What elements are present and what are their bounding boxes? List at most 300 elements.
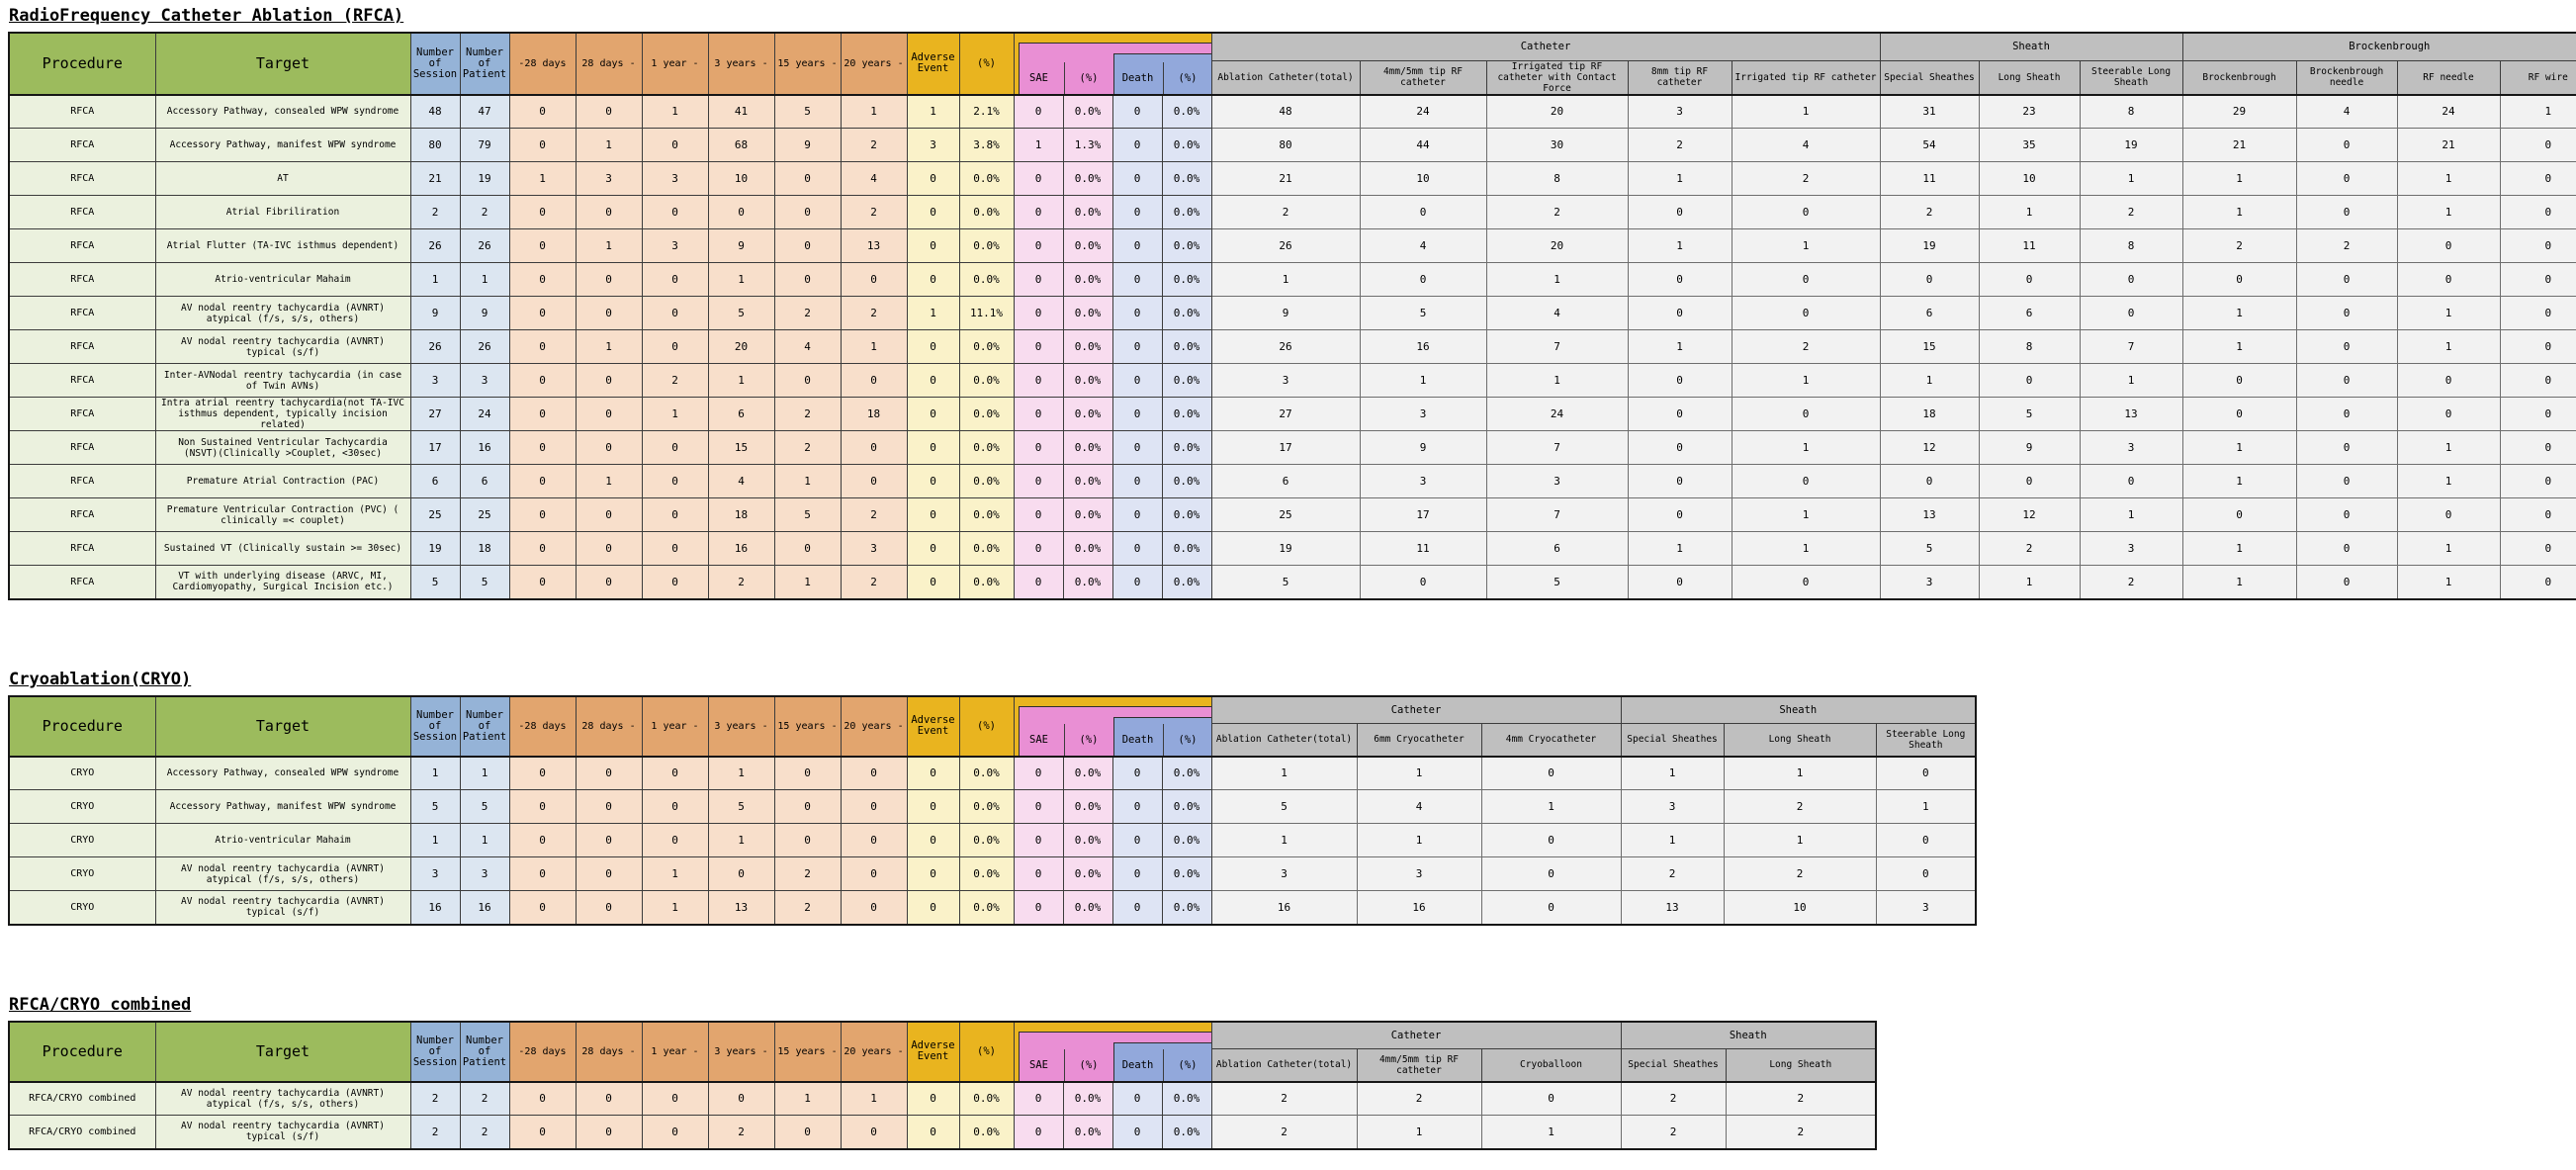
cell-adverse-event: 0 bbox=[907, 465, 959, 498]
cell-device-1: 2 bbox=[1357, 1082, 1481, 1116]
cell-age-1: 0 bbox=[576, 364, 642, 398]
cell-sae: 0 bbox=[1014, 824, 1063, 857]
cell-device-8: 0 bbox=[2182, 263, 2296, 297]
cell-device-2: 0 bbox=[1481, 891, 1621, 925]
cell-device-7: 1 bbox=[2080, 364, 2182, 398]
sae-pct-label: (%) bbox=[1064, 1049, 1113, 1081]
cell-device-11: 0 bbox=[2500, 330, 2576, 364]
cell-adverse-event: 0 bbox=[907, 857, 959, 891]
cell-device-2: 20 bbox=[1486, 95, 1628, 129]
cell-procedure: RFCA bbox=[9, 129, 155, 162]
cell-sae: 0 bbox=[1014, 297, 1063, 330]
cell-death-pct: 0.0% bbox=[1162, 498, 1211, 532]
cell-device-7: 2 bbox=[2080, 196, 2182, 229]
col-number-of-patient: Number of Patient bbox=[460, 33, 509, 95]
cell-age-5: 1 bbox=[841, 1082, 907, 1116]
cell-age-3: 2 bbox=[708, 566, 774, 599]
cell-age-0: 0 bbox=[509, 532, 576, 566]
cell-adverse-event: 0 bbox=[907, 196, 959, 229]
cell-device-4: 1 bbox=[1732, 431, 1880, 465]
cell-device-1: 0 bbox=[1360, 263, 1486, 297]
cell-device-10: 1 bbox=[2397, 162, 2500, 196]
cell-age-5: 0 bbox=[841, 465, 907, 498]
col-age-band-4: 15 years - bbox=[774, 1022, 841, 1082]
cell-device-11: 0 bbox=[2500, 229, 2576, 263]
cell-age-5: 0 bbox=[841, 824, 907, 857]
cell-death-pct: 0.0% bbox=[1162, 398, 1211, 431]
table-row bbox=[9, 1116, 1876, 1149]
cell-age-5: 0 bbox=[841, 857, 907, 891]
cell-adverse-event-pct: 0.0% bbox=[959, 1082, 1014, 1116]
table-title: Cryoablation(CRYO) bbox=[9, 669, 192, 689]
cell-death: 0 bbox=[1112, 857, 1162, 891]
col-device-catheter-2: Cryoballoon bbox=[1481, 1049, 1621, 1082]
cell-device-9: 0 bbox=[2296, 465, 2397, 498]
cell-device-3: 1 bbox=[1628, 162, 1732, 196]
cell-adverse-event-pct: 3.8% bbox=[959, 129, 1014, 162]
cell-device-6: 1 bbox=[1979, 566, 2080, 599]
cell-device-10: 1 bbox=[2397, 465, 2500, 498]
cell-sae-pct: 0.0% bbox=[1063, 891, 1112, 925]
cell-patient: 16 bbox=[460, 431, 509, 465]
cell-sae-pct: 0.0% bbox=[1063, 465, 1112, 498]
cell-device-8: 1 bbox=[2182, 566, 2296, 599]
col-number-of-session: Number of Session bbox=[410, 33, 460, 95]
cell-device-1: 3 bbox=[1357, 857, 1481, 891]
cell-session: 1 bbox=[410, 263, 460, 297]
cell-device-11: 0 bbox=[2500, 398, 2576, 431]
sae-pct-label: (%) bbox=[1064, 62, 1113, 94]
cell-adverse-event-pct: 0.0% bbox=[959, 857, 1014, 891]
cell-adverse-event: 1 bbox=[907, 297, 959, 330]
cell-device-11: 0 bbox=[2500, 498, 2576, 532]
cell-device-5: 2 bbox=[1880, 196, 1979, 229]
group-catheter: Catheter bbox=[1211, 696, 1621, 724]
cell-death: 0 bbox=[1112, 465, 1162, 498]
cell-device-6: 10 bbox=[1979, 162, 2080, 196]
cell-device-1: 1 bbox=[1357, 757, 1481, 790]
cell-device-2: 8 bbox=[1486, 162, 1628, 196]
cell-age-0: 0 bbox=[509, 431, 576, 465]
death-label: Death bbox=[1121, 71, 1154, 84]
cell-procedure: RFCA/CRYO combined bbox=[9, 1116, 155, 1149]
cell-device-4: 0 bbox=[1732, 566, 1880, 599]
cell-patient: 1 bbox=[460, 757, 509, 790]
cell-adverse-event: 0 bbox=[907, 1082, 959, 1116]
col-device-sheath-0: Special Sheathes bbox=[1621, 724, 1724, 757]
cell-age-2: 0 bbox=[642, 757, 708, 790]
cell-device-2: 7 bbox=[1486, 498, 1628, 532]
cell-death: 0 bbox=[1112, 364, 1162, 398]
cell-target: Accessory Pathway, consealed WPW syndrome bbox=[155, 95, 410, 129]
cell-device-4: 0 bbox=[1732, 465, 1880, 498]
cell-device-11: 0 bbox=[2500, 263, 2576, 297]
cell-device-6: 5 bbox=[1979, 398, 2080, 431]
cell-sae-pct: 0.0% bbox=[1063, 757, 1112, 790]
cell-device-0: 5 bbox=[1211, 790, 1357, 824]
cell-device-2: 1 bbox=[1486, 364, 1628, 398]
cell-age-4: 5 bbox=[774, 95, 841, 129]
col-device-catheter-0: Ablation Catheter(total) bbox=[1211, 1049, 1357, 1082]
cell-device-5: 1 bbox=[1876, 790, 1976, 824]
cell-adverse-event-pct: 0.0% bbox=[959, 162, 1014, 196]
cell-session: 2 bbox=[410, 196, 460, 229]
col-device-brockenbrough-1: Brockenbrough needle bbox=[2296, 60, 2397, 95]
cell-sae-pct: 0.0% bbox=[1063, 498, 1112, 532]
cell-age-1: 0 bbox=[576, 1116, 642, 1149]
death-pct-label: (%) bbox=[1163, 1049, 1212, 1081]
cell-device-3: 0 bbox=[1628, 465, 1732, 498]
cell-procedure: RFCA bbox=[9, 95, 155, 129]
table-row bbox=[9, 891, 1976, 925]
cell-device-0: 1 bbox=[1211, 263, 1360, 297]
cell-device-7: 3 bbox=[2080, 532, 2182, 566]
cell-target: Accessory Pathway, manifest WPW syndrome bbox=[155, 129, 410, 162]
cell-age-4: 2 bbox=[774, 431, 841, 465]
cell-age-2: 0 bbox=[642, 129, 708, 162]
cell-device-2: 0 bbox=[1481, 857, 1621, 891]
cell-patient: 1 bbox=[460, 263, 509, 297]
cell-device-3: 2 bbox=[1621, 857, 1724, 891]
cell-age-4: 5 bbox=[774, 498, 841, 532]
cell-device-11: 0 bbox=[2500, 532, 2576, 566]
cell-device-4: 0 bbox=[1732, 196, 1880, 229]
cell-age-3: 16 bbox=[708, 532, 774, 566]
cell-target: Atrio-ventricular Mahaim bbox=[155, 824, 410, 857]
cell-death-pct: 0.0% bbox=[1162, 465, 1211, 498]
cell-device-2: 5 bbox=[1486, 566, 1628, 599]
cell-age-2: 0 bbox=[642, 824, 708, 857]
cell-session: 5 bbox=[410, 790, 460, 824]
cell-age-3: 20 bbox=[708, 330, 774, 364]
cell-age-0: 0 bbox=[509, 1116, 576, 1149]
cell-device-8: 1 bbox=[2182, 297, 2296, 330]
cell-age-5: 18 bbox=[841, 398, 907, 431]
col-age-band-4: 15 years - bbox=[774, 33, 841, 95]
sae-label: SAE bbox=[1029, 1058, 1048, 1071]
cell-patient: 16 bbox=[460, 891, 509, 925]
cell-age-0: 0 bbox=[509, 566, 576, 599]
cell-sae-pct: 0.0% bbox=[1063, 398, 1112, 431]
table-row bbox=[9, 498, 2576, 532]
cell-age-0: 0 bbox=[509, 229, 576, 263]
cell-death-pct: 0.0% bbox=[1162, 129, 1211, 162]
col-device-catheter-1: 6mm Cryocatheter bbox=[1357, 724, 1481, 757]
col-age-band-2: 1 year - bbox=[642, 696, 708, 757]
cell-age-1: 0 bbox=[576, 95, 642, 129]
cell-adverse-event-pct: 0.0% bbox=[959, 532, 1014, 566]
cell-device-2: 6 bbox=[1486, 532, 1628, 566]
cell-session: 3 bbox=[410, 857, 460, 891]
cell-sae-pct: 0.0% bbox=[1063, 95, 1112, 129]
cell-device-0: 19 bbox=[1211, 532, 1360, 566]
cell-patient: 18 bbox=[460, 532, 509, 566]
cell-age-0: 0 bbox=[509, 196, 576, 229]
cell-device-10: 1 bbox=[2397, 330, 2500, 364]
cell-sae: 0 bbox=[1014, 330, 1063, 364]
cell-device-4: 4 bbox=[1732, 129, 1880, 162]
sae-pct-label: (%) bbox=[1064, 724, 1113, 756]
cell-device-0: 17 bbox=[1211, 431, 1360, 465]
cell-age-1: 3 bbox=[576, 162, 642, 196]
col-age-band-3: 3 years - bbox=[708, 1022, 774, 1082]
cell-age-0: 0 bbox=[509, 824, 576, 857]
cell-age-0: 0 bbox=[509, 364, 576, 398]
table-row bbox=[9, 757, 1976, 790]
cell-device-2: 0 bbox=[1481, 824, 1621, 857]
cell-device-10: 0 bbox=[2397, 398, 2500, 431]
cell-device-2: 1 bbox=[1486, 263, 1628, 297]
cell-patient: 26 bbox=[460, 229, 509, 263]
cell-target: AT bbox=[155, 162, 410, 196]
cell-device-4: 2 bbox=[1726, 1082, 1876, 1116]
group-sheath: Sheath bbox=[1621, 1022, 1876, 1049]
cell-death: 0 bbox=[1112, 95, 1162, 129]
col-device-catheter-1: 4mm/5mm tip RF catheter bbox=[1360, 60, 1486, 95]
cell-age-3: 1 bbox=[708, 263, 774, 297]
cell-death: 0 bbox=[1112, 790, 1162, 824]
col-device-sheath-0: Special Sheathes bbox=[1621, 1049, 1726, 1082]
cell-age-0: 0 bbox=[509, 891, 576, 925]
cell-device-2: 1 bbox=[1481, 790, 1621, 824]
cell-procedure: CRYO bbox=[9, 857, 155, 891]
cell-age-0: 0 bbox=[509, 330, 576, 364]
cell-device-8: 0 bbox=[2182, 398, 2296, 431]
cell-device-5: 0 bbox=[1880, 263, 1979, 297]
cell-death-pct: 0.0% bbox=[1162, 95, 1211, 129]
col-device-catheter-0: Ablation Catheter(total) bbox=[1211, 724, 1357, 757]
cell-device-5: 0 bbox=[1876, 824, 1976, 857]
cell-device-8: 0 bbox=[2182, 364, 2296, 398]
cell-age-2: 2 bbox=[642, 364, 708, 398]
cell-age-4: 0 bbox=[774, 824, 841, 857]
table-row bbox=[9, 95, 2576, 129]
cell-device-1: 17 bbox=[1360, 498, 1486, 532]
col-target: Target bbox=[155, 1022, 410, 1082]
cell-age-4: 0 bbox=[774, 1116, 841, 1149]
cell-adverse-event: 0 bbox=[907, 398, 959, 431]
cell-device-4: 2 bbox=[1732, 162, 1880, 196]
cell-procedure: RFCA bbox=[9, 532, 155, 566]
cell-sae-pct: 1.3% bbox=[1063, 129, 1112, 162]
cell-device-7: 0 bbox=[2080, 465, 2182, 498]
cell-device-3: 1 bbox=[1621, 824, 1724, 857]
cell-device-7: 2 bbox=[2080, 566, 2182, 599]
col-target: Target bbox=[155, 33, 410, 95]
cell-device-2: 1 bbox=[1481, 1116, 1621, 1149]
col-adverse-event: Adverse Event bbox=[907, 33, 959, 95]
cell-age-1: 0 bbox=[576, 297, 642, 330]
cell-age-5: 0 bbox=[841, 891, 907, 925]
cell-death-pct: 0.0% bbox=[1162, 431, 1211, 465]
cell-death: 0 bbox=[1112, 297, 1162, 330]
col-age-band-5: 20 years - bbox=[841, 1022, 907, 1082]
table-row bbox=[9, 263, 2576, 297]
cell-device-0: 25 bbox=[1211, 498, 1360, 532]
col-number-of-patient: Number of Patient bbox=[460, 1022, 509, 1082]
cell-procedure: CRYO bbox=[9, 824, 155, 857]
cell-age-2: 0 bbox=[642, 263, 708, 297]
cell-age-2: 0 bbox=[642, 566, 708, 599]
cell-age-5: 0 bbox=[841, 431, 907, 465]
cell-sae-pct: 0.0% bbox=[1063, 566, 1112, 599]
cell-age-0: 0 bbox=[509, 465, 576, 498]
group-brockenbrough: Brockenbrough bbox=[2182, 33, 2576, 60]
cell-device-9: 0 bbox=[2296, 263, 2397, 297]
cell-age-1: 1 bbox=[576, 129, 642, 162]
cell-adverse-event: 0 bbox=[907, 532, 959, 566]
cell-sae-pct: 0.0% bbox=[1063, 229, 1112, 263]
cell-sae-pct: 0.0% bbox=[1063, 824, 1112, 857]
cell-adverse-event-pct: 0.0% bbox=[959, 465, 1014, 498]
table-row bbox=[9, 129, 2576, 162]
cell-procedure: CRYO bbox=[9, 790, 155, 824]
cell-device-6: 0 bbox=[1979, 465, 2080, 498]
death-label: Death bbox=[1121, 1058, 1154, 1071]
cell-age-0: 0 bbox=[509, 790, 576, 824]
cell-device-7: 8 bbox=[2080, 95, 2182, 129]
table-row bbox=[9, 857, 1976, 891]
cell-session: 1 bbox=[410, 757, 460, 790]
cell-patient: 24 bbox=[460, 398, 509, 431]
cell-device-3: 13 bbox=[1621, 891, 1724, 925]
cell-device-0: 80 bbox=[1211, 129, 1360, 162]
cell-device-3: 3 bbox=[1621, 790, 1724, 824]
cell-adverse-event: 0 bbox=[907, 757, 959, 790]
cell-device-6: 8 bbox=[1979, 330, 2080, 364]
cell-target: AV nodal reentry tachycardia (AVNRT) atypical (f/s, s/s, others) bbox=[155, 297, 410, 330]
cell-death: 0 bbox=[1112, 229, 1162, 263]
cell-age-5: 2 bbox=[841, 196, 907, 229]
cell-age-3: 5 bbox=[708, 297, 774, 330]
cell-adverse-event-pct: 0.0% bbox=[959, 790, 1014, 824]
cell-death-pct: 0.0% bbox=[1162, 857, 1211, 891]
cell-death: 0 bbox=[1112, 129, 1162, 162]
cell-death: 0 bbox=[1112, 891, 1162, 925]
col-adverse-event-pct: (%) bbox=[959, 33, 1014, 95]
cell-device-1: 0 bbox=[1360, 196, 1486, 229]
cell-sae: 0 bbox=[1014, 1116, 1063, 1149]
col-age-band-2: 1 year - bbox=[642, 1022, 708, 1082]
cell-device-2: 0 bbox=[1481, 1082, 1621, 1116]
cell-device-11: 1 bbox=[2500, 95, 2576, 129]
data-table-2 bbox=[8, 695, 1977, 926]
death-label: Death bbox=[1121, 733, 1154, 746]
cell-device-1: 4 bbox=[1360, 229, 1486, 263]
cell-adverse-event: 3 bbox=[907, 129, 959, 162]
cell-device-10: 1 bbox=[2397, 566, 2500, 599]
cell-device-1: 9 bbox=[1360, 431, 1486, 465]
cell-sae: 0 bbox=[1014, 196, 1063, 229]
cell-device-3: 0 bbox=[1628, 398, 1732, 431]
cell-death-pct: 0.0% bbox=[1162, 196, 1211, 229]
cell-device-10: 0 bbox=[2397, 263, 2500, 297]
cell-device-5: 1 bbox=[1880, 364, 1979, 398]
cell-age-2: 0 bbox=[642, 431, 708, 465]
cell-adverse-event-pct: 0.0% bbox=[959, 891, 1014, 925]
cell-device-9: 2 bbox=[2296, 229, 2397, 263]
cell-device-7: 8 bbox=[2080, 229, 2182, 263]
cell-device-3: 0 bbox=[1628, 263, 1732, 297]
cell-age-3: 68 bbox=[708, 129, 774, 162]
cell-device-3: 1 bbox=[1621, 757, 1724, 790]
cell-procedure: CRYO bbox=[9, 891, 155, 925]
cell-session: 48 bbox=[410, 95, 460, 129]
cell-device-8: 2 bbox=[2182, 229, 2296, 263]
cell-adverse-event-pct: 0.0% bbox=[959, 566, 1014, 599]
cell-age-2: 1 bbox=[642, 857, 708, 891]
cell-device-2: 3 bbox=[1486, 465, 1628, 498]
cell-adverse-event: 0 bbox=[907, 824, 959, 857]
cell-device-1: 10 bbox=[1360, 162, 1486, 196]
cell-session: 3 bbox=[410, 364, 460, 398]
cell-device-11: 0 bbox=[2500, 297, 2576, 330]
cell-device-7: 7 bbox=[2080, 330, 2182, 364]
cell-device-2: 20 bbox=[1486, 229, 1628, 263]
cell-device-3: 2 bbox=[1621, 1116, 1726, 1149]
cell-death-pct: 0.0% bbox=[1162, 1082, 1211, 1116]
cell-age-1: 0 bbox=[576, 891, 642, 925]
cell-device-5: 0 bbox=[1880, 465, 1979, 498]
cell-device-7: 0 bbox=[2080, 297, 2182, 330]
cell-device-2: 0 bbox=[1481, 757, 1621, 790]
cell-sae: 0 bbox=[1014, 566, 1063, 599]
cell-death: 0 bbox=[1112, 431, 1162, 465]
cell-death: 0 bbox=[1112, 1082, 1162, 1116]
table-row bbox=[9, 229, 2576, 263]
cell-device-10: 21 bbox=[2397, 129, 2500, 162]
cell-session: 26 bbox=[410, 330, 460, 364]
cell-age-4: 1 bbox=[774, 566, 841, 599]
table-row bbox=[9, 790, 1976, 824]
cell-death-pct: 0.0% bbox=[1162, 891, 1211, 925]
col-age-band-4: 15 years - bbox=[774, 696, 841, 757]
cell-device-11: 0 bbox=[2500, 129, 2576, 162]
cell-procedure: RFCA bbox=[9, 566, 155, 599]
cell-session: 5 bbox=[410, 566, 460, 599]
cell-adverse-event-pct: 2.1% bbox=[959, 95, 1014, 129]
cell-device-10: 0 bbox=[2397, 498, 2500, 532]
cell-death: 0 bbox=[1112, 824, 1162, 857]
group-catheter: Catheter bbox=[1211, 1022, 1621, 1049]
cell-device-9: 0 bbox=[2296, 398, 2397, 431]
cell-session: 80 bbox=[410, 129, 460, 162]
table-section-1 bbox=[8, 6, 2576, 600]
cell-age-3: 1 bbox=[708, 364, 774, 398]
cell-age-5: 0 bbox=[841, 263, 907, 297]
cell-device-10: 1 bbox=[2397, 532, 2500, 566]
cell-device-1: 3 bbox=[1360, 465, 1486, 498]
cell-device-10: 1 bbox=[2397, 297, 2500, 330]
cell-device-0: 2 bbox=[1211, 1082, 1357, 1116]
cell-device-6: 35 bbox=[1979, 129, 2080, 162]
col-device-sheath-2: Steerable Long Sheath bbox=[1876, 724, 1976, 757]
cell-session: 6 bbox=[410, 465, 460, 498]
cell-device-2: 7 bbox=[1486, 330, 1628, 364]
cell-age-2: 0 bbox=[642, 330, 708, 364]
cell-device-1: 1 bbox=[1357, 824, 1481, 857]
cell-sae: 0 bbox=[1014, 891, 1063, 925]
cell-sae-pct: 0.0% bbox=[1063, 1082, 1112, 1116]
cell-procedure: RFCA bbox=[9, 229, 155, 263]
cell-device-2: 24 bbox=[1486, 398, 1628, 431]
cell-device-1: 1 bbox=[1357, 1116, 1481, 1149]
cell-age-0: 0 bbox=[509, 857, 576, 891]
cell-sae: 0 bbox=[1014, 532, 1063, 566]
cell-device-6: 9 bbox=[1979, 431, 2080, 465]
cell-age-5: 2 bbox=[841, 498, 907, 532]
cell-device-0: 27 bbox=[1211, 398, 1360, 431]
